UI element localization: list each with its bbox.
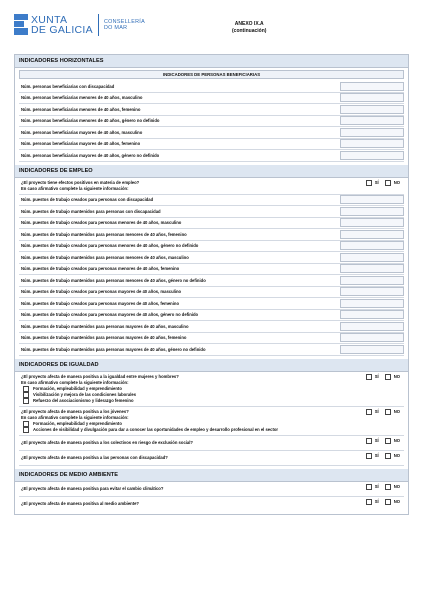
form-title: INDICADORES HORIZONTALES [15,55,408,68]
employment-row-label: Núm. puestos de trabajo creados para personas menores de 40 años, femenino [21,266,180,272]
employment-value-field[interactable] [340,276,404,285]
employment-title: INDICADORES DE EMPLEO [15,165,408,178]
employment-question-text: ¿El proyecto tiene efectos positivos en materia de empleo? [21,179,140,185]
annex-title: ANEXO IX.A [234,21,264,27]
beneficiaries-value-field[interactable] [340,82,404,91]
employment-value-field[interactable] [340,218,404,227]
document-header [14,14,428,50]
beneficiaries-row-label: Núm. personas beneficiarias menores de 40 años, masculino [21,95,143,101]
employment-row [19,321,404,333]
employment-value-field[interactable] [340,322,404,331]
beneficiaries-row-label: Núm. personas beneficiarias mayores de 40 años, género no definido [21,152,160,158]
environment-title: INDICADORES DE MEDIO AMBIENTE [15,469,408,482]
equality-q4-text: ¿El proyecto afecta de manera positiva a las personas con discapacidad? [21,454,168,460]
yes-label: SÍ [374,453,379,458]
employment-row [19,287,404,299]
option-label: Formación, empleabilidad y emprendimiento [33,385,122,391]
environment-q1-yes-no [366,484,400,490]
no-checkbox[interactable] [385,409,391,415]
beneficiaries-value-field[interactable] [340,128,404,137]
employment-value-field[interactable] [340,299,404,308]
employment-value-field[interactable] [340,230,404,239]
yes-checkbox[interactable] [366,374,372,380]
logo-divider [98,14,99,36]
xunta-emblem-icon [14,14,28,36]
beneficiaries-row [19,127,404,139]
environment-question-2 [19,497,404,511]
no-label: NO [393,453,400,458]
environment-question-1 [19,482,404,497]
employment-row-label: Núm. puestos de trabajo mantenidos para personas con discapacidad [21,208,161,214]
dept-line1: CONSELLERÍA [103,18,145,25]
indicators-form [14,54,409,515]
beneficiaries-value-field[interactable] [340,139,404,148]
beneficiaries-value-field[interactable] [340,105,404,114]
option-checkbox[interactable] [23,427,29,433]
beneficiaries-row-label: Núm. personas beneficiarias menores de 40 años, género no definido [21,118,160,124]
equality-question-4 [19,451,404,466]
employment-row-label: Núm. puestos de trabajo creados para personas menores de 40 años, género no definido [21,243,199,249]
option-label: Acciones de visibilidad y divulgación para dar a conocer las oportunidades de empleo y desarrollo profesional en el sector [33,426,279,432]
employment-row [19,218,404,230]
yes-label: SÍ [374,409,379,414]
environment-q2-text: ¿El proyecto afecta de manera positiva al medio ambiente? [21,500,139,506]
option-checkbox[interactable] [23,398,29,404]
equality-title: INDICADORES DE IGUALDAD [15,359,408,372]
no-label: NO [393,374,400,379]
employment-row-label: Núm. puestos de trabajo mantenidos para personas menores de 40 años, género no definido [21,277,206,283]
beneficiaries-row-label: Núm. personas beneficiarias mayores de 40 años, masculino [21,129,143,135]
option-label: Refuerzo del asociacionismo y liderazgo femenino [33,397,134,403]
beneficiaries-row [19,93,404,105]
yes-checkbox[interactable] [366,180,372,186]
equality-q1-yes-no [366,374,400,380]
equality-q2-yes-no [366,409,400,415]
employment-row-label: Núm. puestos de trabajo creados para personas menores de 40 años, masculino [21,220,182,226]
equality-question-1 [19,372,404,407]
employment-row-label: Núm. puestos de trabajo mantenidos para personas menores de 40 años, masculino [21,254,189,260]
yes-checkbox[interactable] [366,453,372,459]
beneficiaries-row-label: Núm. personas beneficiarias mayores de 40 años, femenino [21,141,141,147]
employment-row-label: Núm. puestos de trabajo mantenidos para personas menores de 40 años, femenino [21,231,187,237]
no-checkbox[interactable] [385,499,391,505]
yes-checkbox[interactable] [366,438,372,444]
employment-row [19,333,404,345]
employment-value-field[interactable] [340,195,404,204]
employment-row-label: Núm. puestos de trabajo mantenidos para personas mayores de 40 años, género no definido [21,346,206,352]
employment-value-field[interactable] [340,264,404,273]
beneficiaries-list [15,81,408,162]
employment-value-field[interactable] [340,333,404,342]
equality-q1-followup: En caso afirmativo complete la siguiente información: [21,379,129,385]
beneficiaries-row [19,104,404,116]
equality-q3-text: ¿El proyecto afecta de manera positiva a los colectivos en riesgo de exclusión social? [21,439,193,445]
employment-row-label: Núm. puestos de trabajo creados para personas mayores de 40 años, género no definido [21,312,199,318]
beneficiaries-row-label: Núm. personas beneficiarias con discapacidad [21,83,115,89]
equality-q4-yes-no [366,453,400,459]
employment-row-label: Núm. puestos de trabajo creados para personas mayores de 40 años, masculino [21,289,182,295]
beneficiaries-row [19,81,404,93]
employment-row [19,195,404,207]
employment-row-label: Núm. puestos de trabajo mantenidos para personas mayores de 40 años, femenino [21,335,187,341]
employment-row-label: Núm. puestos de trabajo mantenidos para personas mayores de 40 años, masculino [21,323,189,329]
no-label: NO [393,484,400,489]
employment-value-field[interactable] [340,241,404,250]
option-label: Formación, empleabilidad y emprendimiento [33,420,122,426]
logo-line1: XUNTA [31,14,68,26]
employment-followup: En caso afirmativo complete la siguiente información: [21,185,129,191]
dept-line2: DO MAR [103,25,128,31]
employment-row [19,206,404,218]
employment-row [19,229,404,241]
employment-value-field[interactable] [340,253,404,262]
beneficiaries-value-field[interactable] [340,151,404,160]
yes-label: SÍ [374,438,379,443]
yes-label: SÍ [374,374,379,379]
no-checkbox[interactable] [385,484,391,490]
employment-row [19,298,404,310]
no-label: NO [393,180,400,185]
yes-checkbox[interactable] [366,499,372,505]
employment-row [19,310,404,322]
environment-q2-yes-no [366,499,400,505]
no-checkbox[interactable] [385,374,391,380]
beneficiaries-value-field[interactable] [340,116,404,125]
employment-value-field[interactable] [340,310,404,319]
employment-row [19,241,404,253]
employment-row-label: Núm. puestos de trabajo creados para personas con discapacidad [21,197,154,203]
yes-checkbox[interactable] [366,484,372,490]
beneficiaries-row [19,139,404,151]
employment-value-field[interactable] [340,207,404,216]
beneficiaries-title: INDICADORES DE PERSONAS BENEFICIARIAS [19,70,404,79]
option-item [21,398,404,404]
employment-row [19,344,404,356]
option-item [21,427,404,433]
beneficiaries-row-label: Núm. personas beneficiarias menores de 40 años, femenino [21,106,141,112]
yes-label: SÍ [374,484,379,489]
logo-line2: DE GALICIA [31,24,93,36]
no-checkbox[interactable] [385,438,391,444]
no-checkbox[interactable] [385,453,391,459]
employment-row [19,252,404,264]
xunta-logo [14,14,145,36]
yes-label: SÍ [374,180,379,185]
no-checkbox[interactable] [385,180,391,186]
beneficiaries-row [19,116,404,128]
employment-value-field[interactable] [340,287,404,296]
environment-q1-text: ¿El proyecto afecta de manera positiva para evitar el cambio climático? [21,485,164,491]
yes-checkbox[interactable] [366,409,372,415]
annex-heading [232,21,266,35]
employment-value-field[interactable] [340,345,404,354]
employment-row [19,264,404,276]
equality-q2-followup: En caso afirmativo complete la siguiente información: [21,414,129,420]
equality-q3-yes-no [366,438,400,444]
employment-row [19,275,404,287]
no-label: NO [393,499,400,504]
no-label: NO [393,438,400,443]
employment-list [15,195,408,356]
yes-label: SÍ [374,499,379,504]
beneficiaries-row [19,150,404,162]
beneficiaries-value-field[interactable] [340,93,404,102]
option-label: Visibilización y mejora de las condiciones laborales [33,391,137,397]
equality-question-2 [19,407,404,436]
employment-row-label: Núm. puestos de trabajo creados para personas mayores de 40 años, femenino [21,300,180,306]
equality-q1-text: ¿El proyecto afecta de manera positiva a la igualdad entre mujeres y hombres? [21,373,179,379]
equality-q2-text: ¿El proyecto afecta de manera positiva a los jóvenes? [21,408,129,414]
annex-subtitle: (continuación) [232,28,267,34]
employment-yes-no [366,180,400,186]
equality-question-3 [19,436,404,451]
no-label: NO [393,409,400,414]
employment-question [19,178,404,195]
